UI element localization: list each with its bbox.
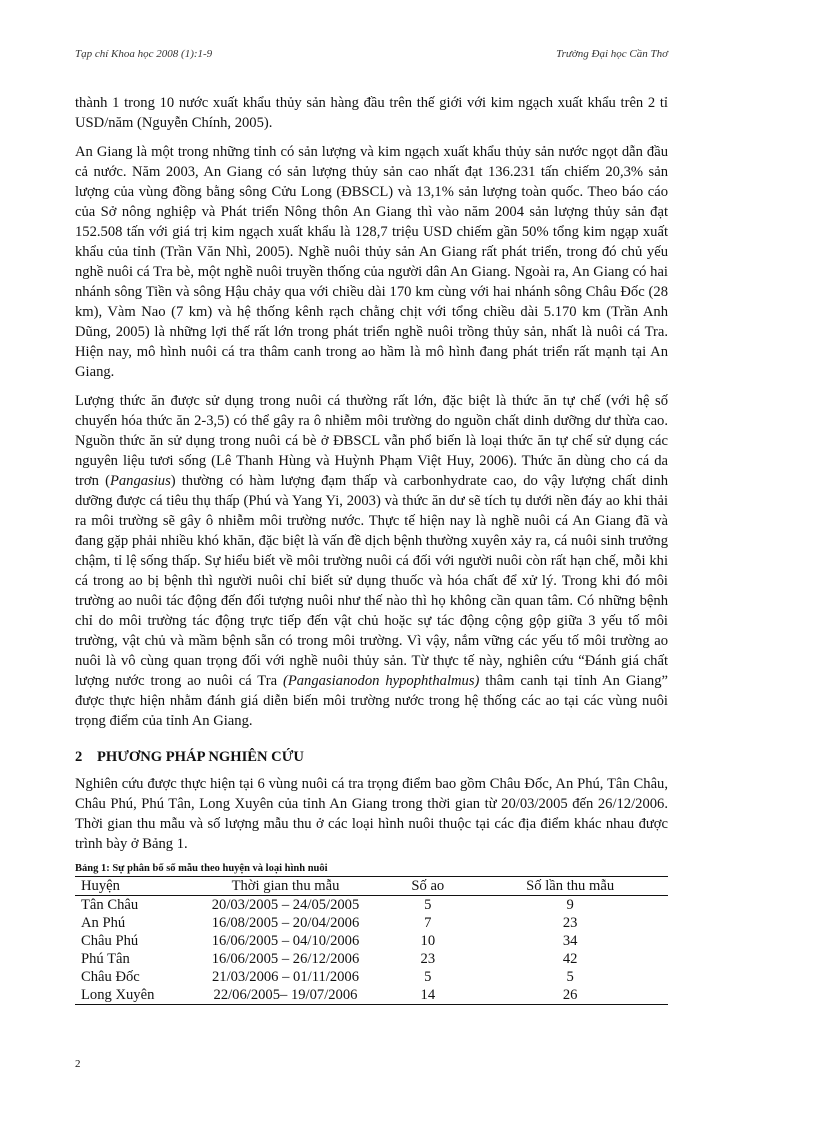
- cell-period: 16/06/2005 – 04/10/2006: [211, 933, 360, 949]
- cell-period: 16/06/2005 – 26/12/2006: [211, 951, 360, 967]
- table-row: [75, 896, 668, 915]
- page-body: [75, 93, 668, 1005]
- species-scientific-name: (Pangasianodon hypophthalmus): [282, 673, 480, 689]
- cell-ponds: 7: [424, 915, 432, 931]
- cell-district: Châu Phú: [81, 933, 139, 949]
- header-district: Huyện: [75, 877, 188, 896]
- table-caption: Bảng 1: Sự phân bố số mẫu theo huyện và loại hình nuôi: [75, 863, 328, 874]
- cell-ponds: 14: [383, 986, 472, 1005]
- cell-district: Tân Châu: [81, 897, 139, 913]
- paragraph-3-part-1: Lượng thức ăn được sử dụng trong nuôi cá thường rất lớn, đặc biệt là thức ăn tự chế (với hệ số chuyển hóa thức ăn 2-3,5) có thể gây ra ô nhiễm môi trường do nguồn chất dinh dưỡng dư thừa cao. Nguồn thức ăn sử dụng trong nuôi cá bè ở ĐBSCL vẫn phổ biến là loại thức ăn tự chế sử dụng các nguyên liệu tươi sống (Lê Thanh Hùng và Huỳnh Phạm Việt Huy, 2006). Thức ăn dùng cho cá da trơn (: [75, 393, 668, 489]
- cell-samplings: 9: [566, 897, 574, 913]
- cell-district: An Phú: [81, 915, 126, 931]
- cell-period: 22/06/2005– 19/07/2006: [188, 986, 384, 1005]
- table-row: [75, 986, 668, 1005]
- header-sampling-count: Số lần thu mẫu: [472, 877, 668, 896]
- header-pond-count: Số ao: [383, 877, 472, 896]
- cell-ponds: 10: [420, 933, 436, 949]
- cell-ponds: 5: [424, 897, 432, 913]
- university-name: Trường Đại học Cần Thơ: [556, 48, 668, 60]
- table-row: [75, 968, 668, 986]
- table-row: [75, 950, 668, 968]
- page-number: 2: [75, 1058, 81, 1070]
- cell-period: 20/03/2005 – 24/05/2005: [211, 897, 360, 913]
- table-row: [75, 932, 668, 950]
- cell-samplings: 26: [472, 986, 668, 1005]
- table-header-row: [75, 877, 668, 896]
- cell-period: 21/03/2006 – 01/11/2006: [211, 969, 360, 985]
- cell-ponds: 5: [424, 969, 432, 985]
- header-sampling-period: Thời gian thu mẫu: [188, 877, 384, 896]
- cell-samplings: 23: [562, 915, 578, 931]
- cell-ponds: 23: [420, 951, 436, 967]
- cell-district: Châu Đốc: [81, 969, 140, 985]
- paragraph-2: An Giang là một trong những tỉnh có sản lượng và kim ngạch xuất khẩu thủy sản nước ngọt dẫn đầu cả nước. Năm 2003, An Giang có sản lượng thủy sản cao nhất đạt 136.231 tấn chiếm 20,3% sản lượng của vùng đồng bằng sông Cửu Long (ĐBSCL) và 13,1% sản lượng toàn quốc. Theo báo cáo của Sở nông nghiệp và Phát triển Nông thôn An Giang thì vào năm 2004 sản lượng thủy sản đạt 152.508 tấn với giá trị kim ngạch xuất khẩu là 128,7 triệu USD chiếm gần 50% tổng kim ngạp xuất khẩu của tỉnh (Trần Văn Nhì, 2005). Nghề nuôi thủy sản An Giang rất phát triển, trong đó chủ yếu nghề nuôi cá Tra bè, một nghề nuôi truyền thống của người dân An Giang. Ngoài ra, An Giang có hai nhánh sông Tiền và sông Hậu chảy qua với chiều dài 170 km cùng với hai nhánh sông Châu Đốc (28 km), Vàm Nao (7 km) và hệ thống kênh rạch chằng chịt với tổng chiều dài 5.170 km (Trần Anh Dũng, 2005) là những lợi thế rất lớn trong phát triển nghề nuôi trồng thủy sản, nhất là nuôi cá Tra. Hiện nay, mô hình nuôi cá tra thâm canh trong ao hầm là mô hình đang phát triển rất mạnh tại An Giang.: [75, 144, 668, 380]
- cell-samplings: 5: [566, 969, 574, 985]
- cell-samplings: 42: [562, 951, 578, 967]
- sampling-table: [75, 876, 668, 1005]
- section-heading: [75, 749, 668, 766]
- cell-samplings: 34: [562, 933, 578, 949]
- paragraph-3-part-3: thâm canh tại tỉnh An Giang” được thực hiện nhằm đánh giá diễn biến môi trường nước trong hệ thống các ao tại các vùng nuôi trọng điểm của tỉnh An Giang.: [75, 673, 668, 729]
- paragraph-3-part-2: ) thường có hàm lượng đạm thấp và carbonhydrate cao, do vậy lượng chất dinh dưỡng được cá tiêu thụ thấp (Phú và Yang Yi, 2003) và thức ăn dư sẽ tích tụ dưới nền đáy ao khi thải ra môi trường sẽ gây ô nhiễm môi trường nước. Thực tế hiện nay là nghề nuôi cá An Giang đã và đang gặp phải nhiều khó khăn, đặc biệt là vấn đề dịch bệnh thường xuyên xảy ra, cá nuôi sinh trưởng chậm, tỉ lệ sống thấp. Sự hiểu biết về môi trường nuôi cá đối với người nuôi còn rất hạn chế, mỗi khi cá trong ao bị bệnh thì người nuôi chỉ biết sử dụng thuốc và hóa chất để xử lý. Trong khi đó môi trường ao nuôi tác động đến đối tượng nuôi như thế nào thì họ không cần quan tâm. Có những bệnh chỉ do môi trường tác động trực tiếp đến vật chủ hoặc sự tác động cộng gộp giữa 3 yếu tố môi trường, vật chủ và mầm bệnh sẵn có trong môi trường. Vì vậy, nắm vững các yếu tố môi trường ao nuôi là vô cùng quan trọng đối với nghề nuôi thủy sản. Từ thực tế này, nghiên cứu “Đánh giá chất lượng nước trong ao nuôi cá Tra: [75, 473, 668, 689]
- cell-district: Long Xuyên: [75, 986, 188, 1005]
- section-title: PHƯƠNG PHÁP NGHIÊN CỨU: [97, 749, 304, 765]
- section-number: 2: [75, 749, 83, 765]
- cell-period: 16/08/2005 – 20/04/2006: [211, 915, 360, 931]
- paragraph-1: thành 1 trong 10 nước xuất khẩu thủy sản hàng đầu trên thế giới với kim ngạch xuất khẩu trên 2 tỉ USD/năm (Nguyễn Chính, 2005).: [75, 95, 668, 131]
- species-genus: Pangasius: [109, 473, 171, 489]
- cell-district: Phú Tân: [81, 951, 130, 967]
- table-row: [75, 914, 668, 932]
- paragraph-3: [75, 391, 668, 731]
- journal-citation: Tạp chí Khoa học 2008 (1):1-9: [75, 48, 213, 60]
- methods-paragraph: Nghiên cứu được thực hiện tại 6 vùng nuôi cá tra trọng điểm bao gồm Châu Đốc, An Phú, Tân Châu, Châu Phú, Phú Tân, Long Xuyên của tỉnh An Giang trong thời gian từ 20/03/2005 đến 26/12/2006. Thời gian thu mẫu và số lượng mẫu thu ở các loại hình nuôi thuộc tại các địa điểm khác nhau được trình bày ở Bảng 1.: [75, 776, 668, 852]
